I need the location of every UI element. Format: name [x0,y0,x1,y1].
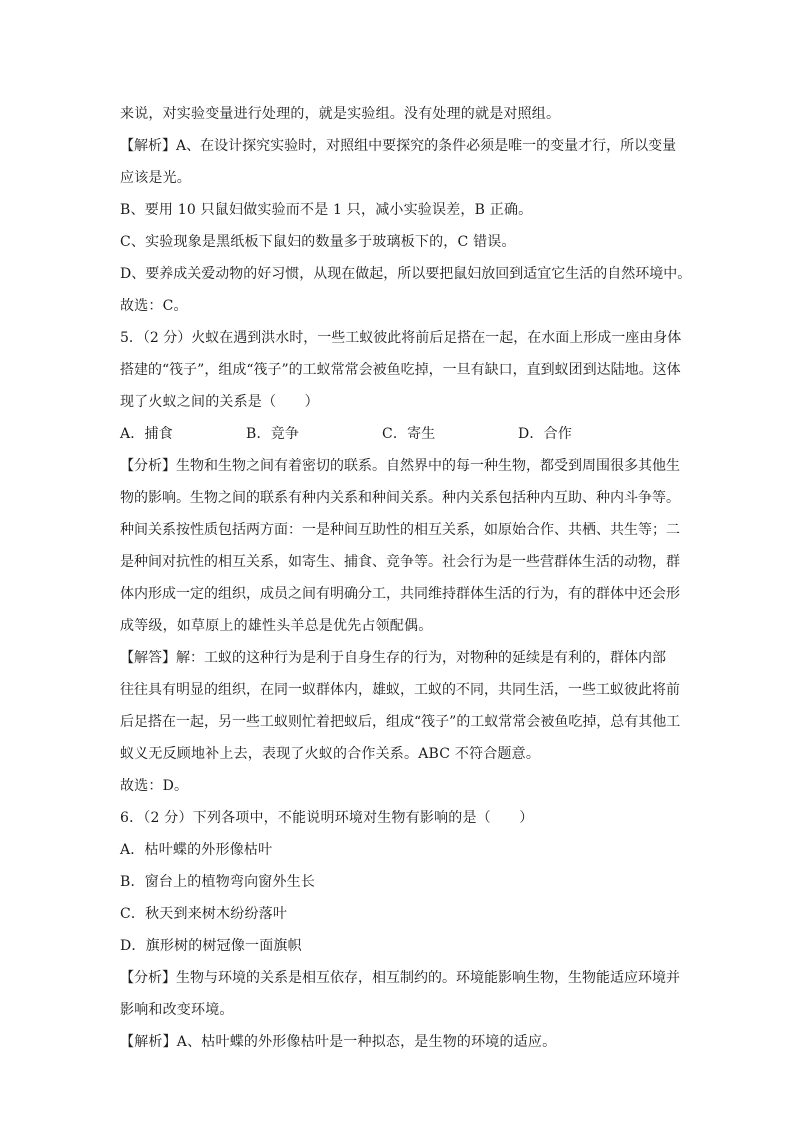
answer-line: 后足搭在一起，另一些工蚁则忙着把蚁后，组成“筏子”的工蚁常常会被鱼吃掉，总有其他工 [120,714,681,730]
text-line: B、要用 10 只鼠妇做实验而不是 1 只，减小实验误差，B 正确。 [120,202,533,218]
option-d: D．合作 [518,426,573,442]
text-line: 来说，对实验变量进行处理的，就是实验组。没有处理的就是对照组。 [120,106,561,122]
analysis-line: 是种间对抗性的相互关系，如寄生、捕食、竞争等。社会行为是一些营群体生活的动物，群 [120,554,680,570]
option-b: B．竞争 [246,426,300,442]
question-5-stem: 搭建的“筏子”，组成“筏子”的工蚁常常会被鱼吃掉，一旦有缺口，直到蚁团到达陆地。这体 [120,362,681,378]
question-5-stem: 5．（2 分）火蚁在遇到洪水时，一些工蚁彼此将前后足搭在一起，在水面上形成一座由身体 [120,330,682,346]
question-6-stem: 6．（2 分）下列各项中，不能说明环境对生物有影响的是（ ） [120,810,534,826]
option-a: A．捕食 [120,426,173,442]
analysis-line: 物的影响。生物之间的联系有种内关系和种间关系。种内关系包括种内互助、种内斗争等。 [120,490,680,506]
analysis-line: 成等级，如草原上的雄性头羊总是优先占领配偶。 [120,618,433,634]
answer-line: 【解答】解：工蚁的这种行为是利于自身生存的行为，对物种的延续是有利的，群体内部 [120,650,666,666]
analysis-line: 种间关系按性质包括两方面：一是种间互助性的相互关系，如原始合作、共栖、共生等；二 [120,522,680,538]
document-body [120,98,692,1058]
option-d: D．旗形树的树冠像一面旗帜 [120,938,302,954]
analysis-line: 影响和改变环境。 [120,1002,234,1018]
text-line: 故选：D。 [120,778,189,794]
analysis-line: 体内形成一定的组织，成员之间有明确分工，共同维持群体生活的行为，有的群体中还会形 [120,586,680,602]
option-c: C．寄生 [382,426,436,442]
text-line: 应该是光。 [120,170,191,186]
question-5-options [120,418,680,450]
answer-line: 往往具有明显的组织，在同一蚁群体内，雄蚁，工蚁的不同，共同生活，一些工蚁彼此将前 [120,682,680,698]
option-b: B．窗台上的植物弯向窗外生长 [120,874,316,890]
analysis-line: 【分析】生物和生物之间有着密切的联系。自然界中的每一种生物，都受到周围很多其他生 [120,458,680,474]
analysis-line: 【解析】A、枯叶蝶的外形像枯叶是一种拟态，是生物的环境的适应。 [120,1034,557,1050]
text-line: 【解析】A、在设计探究实验时，对照组中要探究的条件必须是唯一的变量才行，所以变量 [120,138,677,154]
option-c: C．秋天到来树木纷纷落叶 [120,906,288,922]
text-line: 故选：C。 [120,298,188,314]
question-5-stem: 现了火蚁之间的关系是（ ） [120,394,319,410]
analysis-line: 【分析】生物与环境的关系是相互依存，相互制约的。环境能影响生物，生物能适应环境并 [120,970,680,986]
text-line: C、实验现象是黑纸板下鼠妇的数量多于玻璃板下的，C 错误。 [120,234,516,250]
answer-line: 蚁义无反顾地补上去，表现了火蚁的合作关系。ABC 不符合题意。 [120,746,541,762]
option-a: A．枯叶蝶的外形像枯叶 [120,842,273,858]
text-line: D、要养成关爱动物的好习惯，从现在做起，所以要把鼠妇放回到适宜它生活的自然环境中。 [120,266,692,282]
